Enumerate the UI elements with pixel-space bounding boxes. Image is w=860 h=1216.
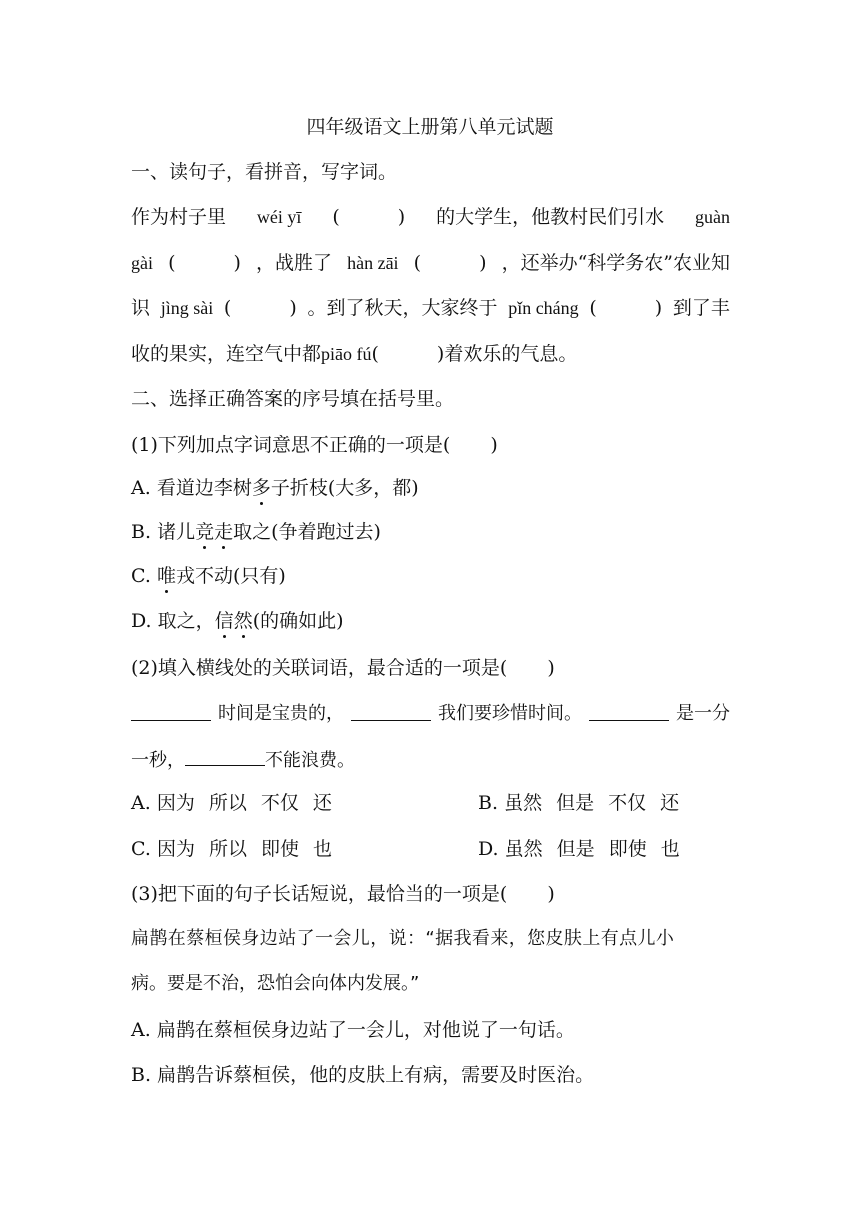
- text: 看道边李树: [156, 477, 252, 499]
- word: 虽然: [504, 792, 543, 814]
- text: 收的果实，连空气中都: [131, 343, 322, 365]
- pinyin-guan: guàn: [695, 207, 730, 227]
- text: 识: [131, 297, 151, 319]
- answer-paren-3[interactable]: ( ): [413, 252, 487, 274]
- text: 子折枝(大多，都): [270, 477, 419, 499]
- q3-quote-line1: 扁鹊在蔡桓侯身边站了一会儿，说：“据我看来，您皮肤上有点儿小: [131, 928, 675, 949]
- option-letter: D.: [478, 838, 499, 860]
- word: 不仅: [260, 792, 299, 814]
- option-letter: B.: [131, 1064, 152, 1086]
- option-letter: B.: [131, 521, 152, 543]
- answer-paren-4[interactable]: ( ): [223, 297, 297, 319]
- option-letter: C.: [131, 565, 151, 587]
- q3-quote-line2: 病。要是不治，恐怕会向体内发展。”: [131, 973, 420, 994]
- q3-stem-text: (3)把下面的句子长话短说，最恰当的一项是(: [131, 883, 508, 905]
- q2-option-d[interactable]: [478, 837, 680, 861]
- word: 还: [312, 792, 332, 814]
- q3-option-b[interactable]: [131, 1063, 730, 1087]
- text: ，还举办“科学务农”农业知: [501, 252, 730, 274]
- fill-blank-1[interactable]: [131, 702, 211, 721]
- page-title: 四年级语文上册第八单元试题: [306, 116, 554, 138]
- option-letter: A.: [131, 792, 151, 814]
- text: 时间是宝贵的，: [218, 703, 344, 724]
- q2-stem: [131, 656, 730, 680]
- q1-stem-close: ): [490, 434, 498, 456]
- text: 取之，: [157, 610, 215, 632]
- dotted-char: 信: [214, 610, 234, 632]
- option-text: 扁鹊告诉蔡桓侯，他的皮肤上有病，需要及时医治。: [157, 1064, 595, 1086]
- section1-line4: [131, 342, 730, 366]
- answer-paren-6[interactable]: ( ): [371, 343, 445, 365]
- text: 不能浪费。: [265, 750, 355, 771]
- text: ，战胜了: [256, 252, 333, 274]
- text: 戎不动(只有): [175, 565, 286, 587]
- answer-paren-2[interactable]: ( ): [168, 252, 241, 274]
- dotted-char: 多: [251, 477, 271, 499]
- option-letter: A.: [131, 477, 151, 499]
- text: 到了丰: [672, 297, 730, 319]
- word: 因为: [156, 838, 195, 860]
- pinyin-piao-fu: piāo fú: [321, 344, 372, 364]
- q3-stem-close: ): [547, 883, 555, 905]
- word: 因为: [156, 792, 195, 814]
- option-letter: D.: [131, 610, 152, 632]
- pinyin-gai: gài: [131, 253, 153, 273]
- word: 也: [660, 838, 680, 860]
- q2-option-a[interactable]: [131, 791, 332, 815]
- section1-line3: [131, 296, 730, 320]
- text: 我们要珍惜时间。: [438, 703, 582, 724]
- section1-line1: [131, 205, 730, 229]
- pinyin-jing-sai: jìng sài: [160, 298, 214, 318]
- word: 虽然: [504, 838, 543, 860]
- word: 即使: [260, 838, 299, 860]
- pinyin-pin-chang: pǐn cháng: [508, 298, 579, 318]
- q3-option-a[interactable]: [131, 1018, 730, 1042]
- word: 但是: [556, 838, 595, 860]
- option-text: 扁鹊在蔡桓侯身边站了一会儿，对他说了一句话。: [156, 1019, 575, 1041]
- text: 着欢乐的气息。: [444, 343, 578, 365]
- fill-blank-2[interactable]: [351, 702, 431, 721]
- dotted-char: 竞: [195, 521, 215, 543]
- section1-heading: 一、读句子，看拼音，写字词。: [131, 161, 398, 183]
- text: 。到了秋天，大家终于: [307, 297, 498, 319]
- q2-sentence-line1: [131, 702, 730, 726]
- option-letter: C.: [131, 838, 151, 860]
- q1-option-d[interactable]: [131, 609, 730, 633]
- word: 还: [660, 792, 680, 814]
- text: 取之(争着跑过去): [233, 521, 381, 543]
- text: 诸儿: [157, 521, 196, 543]
- text: 是一分: [676, 703, 730, 724]
- word: 也: [313, 838, 333, 860]
- text: 的大学生，他教村民们引水: [436, 206, 665, 228]
- fill-blank-4[interactable]: [185, 747, 265, 766]
- q2-stem-text: (2)填入横线处的关联词语，最合适的一项是(: [131, 657, 508, 679]
- word: 但是: [556, 792, 595, 814]
- q1-option-c[interactable]: [131, 564, 730, 588]
- dotted-char: 走: [214, 521, 234, 543]
- q1-stem: [131, 433, 730, 457]
- q1-stem-text: (1)下列加点字词意思不正确的一项是(: [131, 434, 451, 456]
- section1-line2: [131, 251, 730, 275]
- text: (的确如此): [252, 610, 344, 632]
- word: 所以: [208, 838, 247, 860]
- pinyin-han-zai: hàn zāi: [347, 253, 399, 273]
- dotted-char: 然: [233, 610, 253, 632]
- q1-option-a[interactable]: [131, 476, 730, 500]
- word: 所以: [208, 792, 247, 814]
- fill-blank-3[interactable]: [589, 702, 669, 721]
- answer-paren-1[interactable]: ( ): [332, 206, 406, 228]
- text: 作为村子里: [131, 206, 227, 228]
- dotted-char: 唯: [156, 565, 176, 587]
- q2-stem-close: ): [547, 657, 555, 679]
- q2-option-c[interactable]: [131, 837, 332, 861]
- answer-paren-5[interactable]: ( ): [589, 297, 663, 319]
- pinyin-wei-yi: wéi yī: [256, 207, 302, 227]
- option-letter: B.: [478, 792, 499, 814]
- q2-option-b[interactable]: [478, 791, 679, 815]
- word: 不仅: [608, 792, 647, 814]
- q3-stem: [131, 882, 730, 906]
- word: 即使: [608, 838, 647, 860]
- q1-option-b[interactable]: [131, 520, 730, 544]
- text: 一秒，: [131, 750, 185, 771]
- q2-sentence-line2: [131, 747, 730, 773]
- section2-heading: 二、选择正确答案的序号填在括号里。: [131, 388, 455, 410]
- option-letter: A.: [131, 1019, 151, 1041]
